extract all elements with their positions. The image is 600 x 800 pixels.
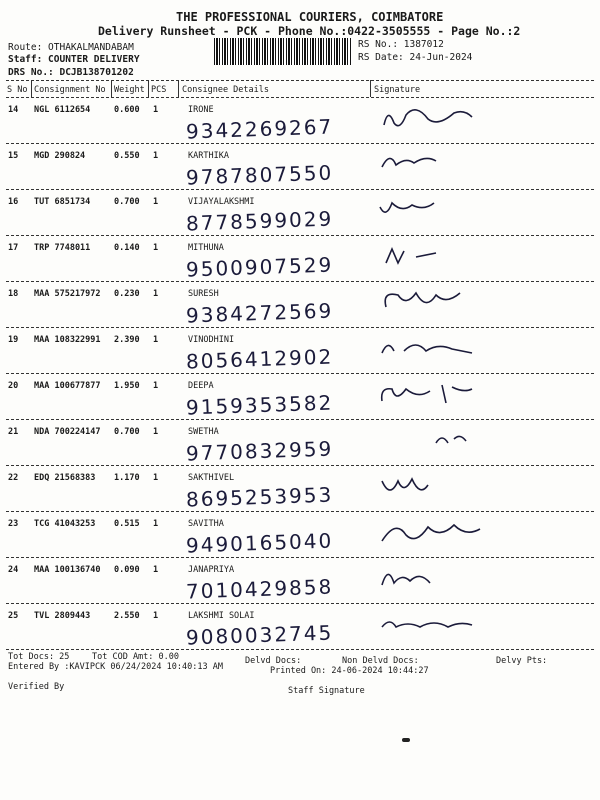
non-delvd-docs: Non Delvd Docs: xyxy=(342,656,419,666)
row-sno: 17 xyxy=(8,243,19,253)
stray-ink-mark xyxy=(402,738,410,742)
row-weight: 0.515 xyxy=(114,519,140,529)
drs-label: DRS No.: DCJB138701202 xyxy=(8,67,134,78)
row-sno: 19 xyxy=(8,335,19,345)
row-signature xyxy=(376,285,486,321)
row-consignee-name: MITHUNA xyxy=(188,243,224,253)
signature-stroke xyxy=(382,385,472,403)
signature-stroke xyxy=(382,158,436,167)
row-consignment-no: MAA 575217972 xyxy=(34,289,101,299)
row-consignment-no: EDQ 21568383 xyxy=(34,473,96,483)
row-consignment-no: NGL 6112654 xyxy=(34,105,91,115)
delvy-pts: Delvy Pts: xyxy=(496,656,548,666)
row-signature xyxy=(376,561,486,597)
sep-2 xyxy=(111,80,112,97)
row-sno: 21 xyxy=(8,427,19,437)
row-phone-handwritten: 8778599029 xyxy=(185,206,334,236)
row-weight: 0.230 xyxy=(114,289,140,299)
row-sno: 15 xyxy=(8,151,19,161)
header-top-rule xyxy=(6,80,594,81)
signature-stroke xyxy=(386,249,436,263)
row-consignment-no: TRP 7748011 xyxy=(34,243,91,253)
staff-label: Staff: COUNTER DELIVERY xyxy=(8,54,140,65)
row-divider xyxy=(6,281,594,282)
row-phone-handwritten: 9500907529 xyxy=(185,252,334,282)
row-pcs: 1 xyxy=(153,427,159,437)
footer-rule xyxy=(6,649,594,650)
row-consignee-name: JANAPRIYA xyxy=(188,565,235,575)
row-consignment-no: NDA 700224147 xyxy=(34,427,101,437)
printed-on: Printed On: 24-06-2024 10:44:27 xyxy=(270,666,429,676)
row-pcs: 1 xyxy=(153,243,159,253)
row-pcs: 1 xyxy=(153,519,159,529)
row-consignment-no: MAA 100677877 xyxy=(34,381,101,391)
col-pcs: PCS xyxy=(151,85,167,95)
entered-by: Entered By :KAVIPCK 06/24/2024 10:40:13 AM xyxy=(8,662,223,672)
row-weight: 2.550 xyxy=(114,611,140,621)
row-weight: 0.600 xyxy=(114,105,140,115)
row-divider xyxy=(6,511,594,512)
row-sno: 23 xyxy=(8,519,19,529)
row-signature xyxy=(376,193,486,229)
row-divider xyxy=(6,603,594,604)
company-title: THE PROFESSIONAL COURIERS, COIMBATORE xyxy=(176,10,444,24)
row-divider xyxy=(6,143,594,144)
row-signature xyxy=(376,101,486,137)
row-sno: 25 xyxy=(8,611,19,621)
row-signature xyxy=(376,515,486,551)
delvd-docs: Delvd Docs: xyxy=(245,656,302,666)
row-consignee-name: IRONE xyxy=(188,105,214,115)
route-label: Route: OTHAKALMANDABAM xyxy=(8,42,134,53)
row-pcs: 1 xyxy=(153,473,159,483)
row-phone-handwritten: 7010429858 xyxy=(185,574,334,604)
row-consignee-name: SURESH xyxy=(188,289,219,299)
row-phone-handwritten: 9770832959 xyxy=(185,436,334,466)
row-phone-handwritten: 9787807550 xyxy=(185,160,334,190)
row-sno: 16 xyxy=(8,197,19,207)
row-phone-handwritten: 8056412902 xyxy=(185,344,334,374)
row-pcs: 1 xyxy=(153,565,159,575)
staff-signature: Staff Signature xyxy=(288,686,365,696)
row-consignment-no: MAA 100136740 xyxy=(34,565,101,575)
row-pcs: 1 xyxy=(153,289,159,299)
row-sno: 14 xyxy=(8,105,19,115)
row-sno: 22 xyxy=(8,473,19,483)
row-consignment-no: MGD 290824 xyxy=(34,151,86,161)
col-consignment: Consignment No xyxy=(34,85,106,95)
row-pcs: 1 xyxy=(153,197,159,207)
row-signature xyxy=(376,607,486,643)
tot-cod: Tot COD Amt: 0.00 xyxy=(92,652,179,662)
row-divider xyxy=(6,419,594,420)
row-consignee-name: VIJAYALAKSHMI xyxy=(188,197,255,207)
row-divider xyxy=(6,327,594,328)
sep-4 xyxy=(178,80,179,97)
row-consignee-name: VINODHINI xyxy=(188,335,235,345)
row-pcs: 1 xyxy=(153,105,159,115)
verified-by: Verified By xyxy=(8,682,65,692)
tot-docs: Tot Docs: 25 xyxy=(8,652,70,662)
sep-5 xyxy=(370,80,371,97)
row-pcs: 1 xyxy=(153,335,159,345)
header-bottom-rule xyxy=(6,97,594,98)
row-consignment-no: TVL 2809443 xyxy=(34,611,91,621)
row-signature xyxy=(376,469,486,505)
row-consignee-name: DEEPA xyxy=(188,381,214,391)
sep-1 xyxy=(31,80,32,97)
row-phone-handwritten: 9159353582 xyxy=(185,390,334,420)
row-divider xyxy=(6,557,594,558)
col-sno: S No xyxy=(7,85,28,95)
row-sno: 18 xyxy=(8,289,19,299)
row-consignee-name: LAKSHMI SOLAI xyxy=(188,611,255,621)
col-consignee: Consignee Details xyxy=(182,85,269,95)
row-consignment-no: MAA 108322991 xyxy=(34,335,101,345)
rs-number: RS No.: 1387012 xyxy=(358,39,444,50)
row-divider xyxy=(6,235,594,236)
row-signature xyxy=(376,331,486,367)
signature-stroke xyxy=(385,293,460,307)
row-phone-handwritten: 9080032745 xyxy=(185,620,334,650)
col-signature: Signature xyxy=(374,85,421,95)
row-divider xyxy=(6,465,594,466)
row-divider xyxy=(6,189,594,190)
row-sno: 20 xyxy=(8,381,19,391)
row-sno: 24 xyxy=(8,565,19,575)
row-pcs: 1 xyxy=(153,611,159,621)
row-weight: 0.700 xyxy=(114,197,140,207)
signature-stroke xyxy=(384,110,472,126)
row-weight: 2.390 xyxy=(114,335,140,345)
row-pcs: 1 xyxy=(153,151,159,161)
row-weight: 0.090 xyxy=(114,565,140,575)
row-consignment-no: TUT 6851734 xyxy=(34,197,91,207)
signature-stroke xyxy=(382,345,472,353)
row-signature xyxy=(376,147,486,183)
row-consignee-name: SAKTHIVEL xyxy=(188,473,235,483)
barcode xyxy=(214,38,352,65)
row-phone-handwritten: 9490165040 xyxy=(185,528,334,558)
row-phone-handwritten: 9342269267 xyxy=(185,114,334,144)
rs-date: RS Date: 24-Jun-2024 xyxy=(358,52,473,63)
row-weight: 1.170 xyxy=(114,473,140,483)
sep-3 xyxy=(148,80,149,97)
row-phone-handwritten: 8695253953 xyxy=(185,482,334,512)
signature-stroke xyxy=(382,622,472,627)
row-consignee-name: SAVITHA xyxy=(188,519,224,529)
row-weight: 0.700 xyxy=(114,427,140,437)
signature-stroke xyxy=(382,525,480,541)
row-signature xyxy=(376,239,486,275)
row-weight: 1.950 xyxy=(114,381,140,391)
row-weight: 0.140 xyxy=(114,243,140,253)
row-consignment-no: TCG 41043253 xyxy=(34,519,96,529)
row-consignee-name: SWETHA xyxy=(188,427,219,437)
row-weight: 0.550 xyxy=(114,151,140,161)
signature-stroke xyxy=(382,479,428,490)
row-pcs: 1 xyxy=(153,381,159,391)
row-divider xyxy=(6,373,594,374)
runsheet-subtitle: Delivery Runsheet - PCK - Phone No.:0422-3505555 - Page No.:2 xyxy=(98,24,521,38)
row-consignee-name: KARTHIKA xyxy=(188,151,229,161)
col-weight: Weight xyxy=(114,85,145,95)
signature-stroke xyxy=(380,203,434,212)
row-signature xyxy=(376,377,486,413)
signature-stroke xyxy=(382,574,430,585)
signature-stroke xyxy=(436,436,466,443)
row-signature xyxy=(376,423,486,459)
row-phone-handwritten: 9384272569 xyxy=(185,298,334,328)
